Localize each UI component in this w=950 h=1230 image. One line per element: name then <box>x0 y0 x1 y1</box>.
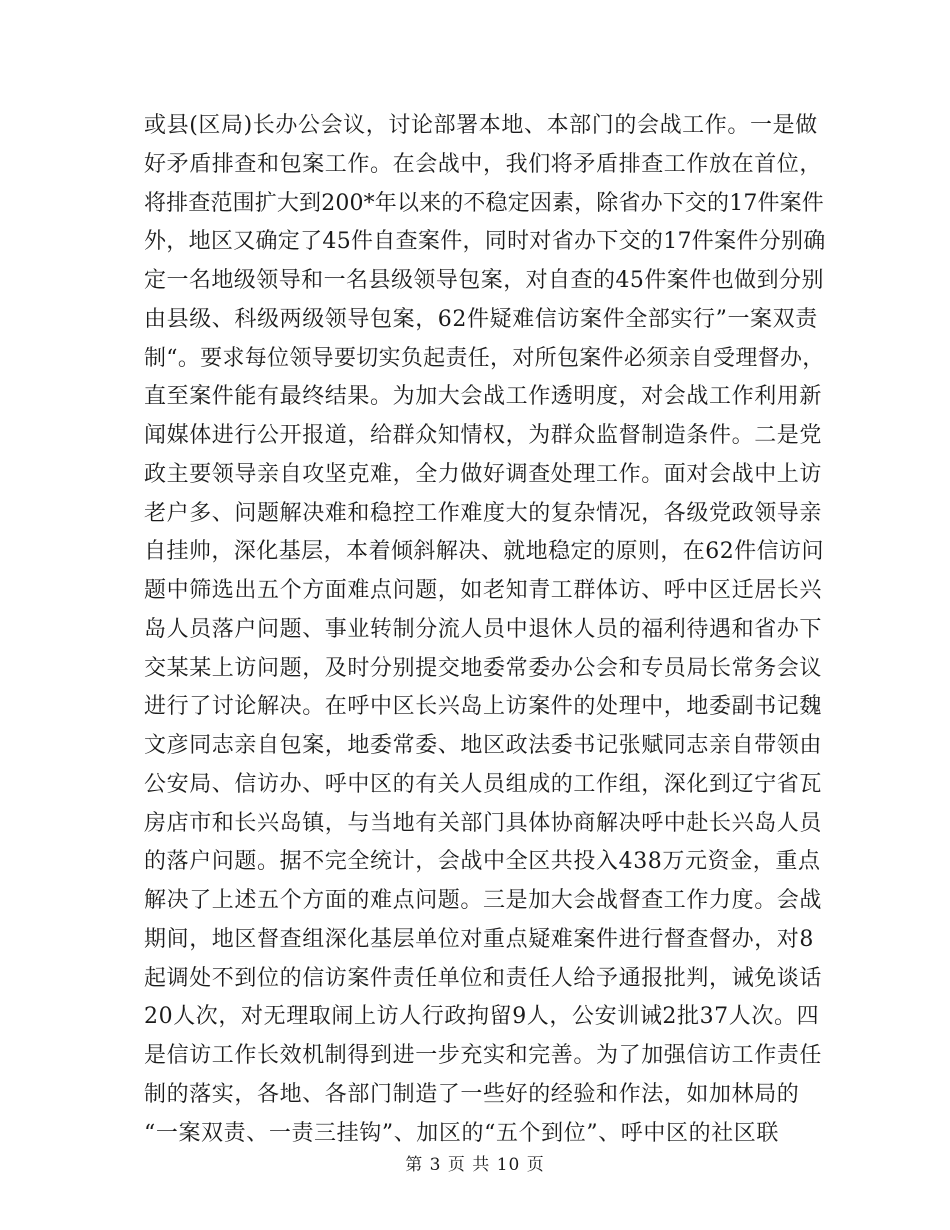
body-line: 老户多、问题解决难和稳控工作难度大的复杂情况，各级党政领导亲 <box>144 500 823 526</box>
body-line: 题中筛选出五个方面难点问题，如老知青工群体访、呼中区迁居长兴 <box>144 578 823 603</box>
body-line: 或县(区局)长办公会议，讨论部署本地、本部门的会战工作。一是做 <box>144 113 818 138</box>
body-line: 外，地区又确定了45件自查案件，同时对省办下交的17件案件分别确 <box>144 229 826 255</box>
body-line: 定一名地级领导和一名县级领导包案，对自查的45件案件也做到分别 <box>144 268 824 293</box>
body-line: 的落户问题。据不完全统计，会战中全区共投入438万元资金，重点 <box>144 849 821 875</box>
body-line: 文彦同志亲自包案，地委常委、地区政法委书记张赋同志亲自带领由 <box>144 733 823 758</box>
page-footer: 第 3 页 共 10 页 <box>405 1155 545 1175</box>
body-line: 20人次，对无理取闹上访人行政拘留9人，公安训诫2批37人次。四 <box>144 1004 820 1030</box>
body-line: 制的落实，各地、各部门制造了一些好的经验和作法，如加林局的 <box>144 1081 800 1107</box>
body-line: 好矛盾排查和包案工作。在会战中，我们将矛盾排查工作放在首位， <box>144 151 823 177</box>
body-line: 房店市和长兴岛镇，与当地有关部门具体协商解决呼中赴长兴岛人员 <box>144 810 823 836</box>
body-line: “一案双责、一责三挂钩”、加区的“五个到位”、呼中区的社区联 <box>144 1120 779 1146</box>
body-line: 由县级、科级两级领导包案，62件疑难信访案件全部实行”一案双责 <box>144 306 818 332</box>
body-text <box>144 107 824 1153</box>
body-line: 将排查范围扩大到200*年以来的不稳定因素，除省办下交的17件案件 <box>144 190 824 216</box>
body-line: 直至案件能有最终结果。为加大会战工作透明度，对会战工作利用新 <box>144 384 823 410</box>
body-line: 起调处不到位的信访案件责任单位和责任人给予通报批判，诫免谈话 <box>144 965 823 991</box>
body-line: 交某某上访问题，及时分别提交地委常委办公会和专员局长常务会议 <box>144 655 823 681</box>
body-line: 公安局、信访办、呼中区的有关人员组成的工作组，深化到辽宁省瓦 <box>144 771 823 797</box>
body-line: 进行了讨论解决。在呼中区长兴岛上访案件的处理中，地委副书记魏 <box>144 694 823 720</box>
body-line: 政主要领导亲自攻坚克难，全力做好调查处理工作。面对会战中上访 <box>144 461 823 487</box>
body-line: 期间，地区督查组深化基层单位对重点疑难案件进行督查督办，对8 <box>144 926 814 952</box>
body-line: 闻媒体进行公开报道，给群众知情权，为群众监督制造条件。二是党 <box>144 423 823 448</box>
body-line: 是信访工作长效机制得到进一步充实和完善。为了加强信访工作责任 <box>144 1043 823 1068</box>
body-line: 自挂帅，深化基层，本着倾斜解决、就地稳定的原则，在62件信访问 <box>144 539 824 565</box>
body-line: 岛人员落户问题、事业转制分流人员中退休人员的福利待遇和省办下 <box>144 616 823 642</box>
body-line: 制“。要求每位领导要切实负起责任，对所包案件必须亲自受理督办， <box>144 345 825 371</box>
body-line: 解决了上述五个方面的难点问题。三是加大会战督查工作力度。会战 <box>144 888 823 913</box>
